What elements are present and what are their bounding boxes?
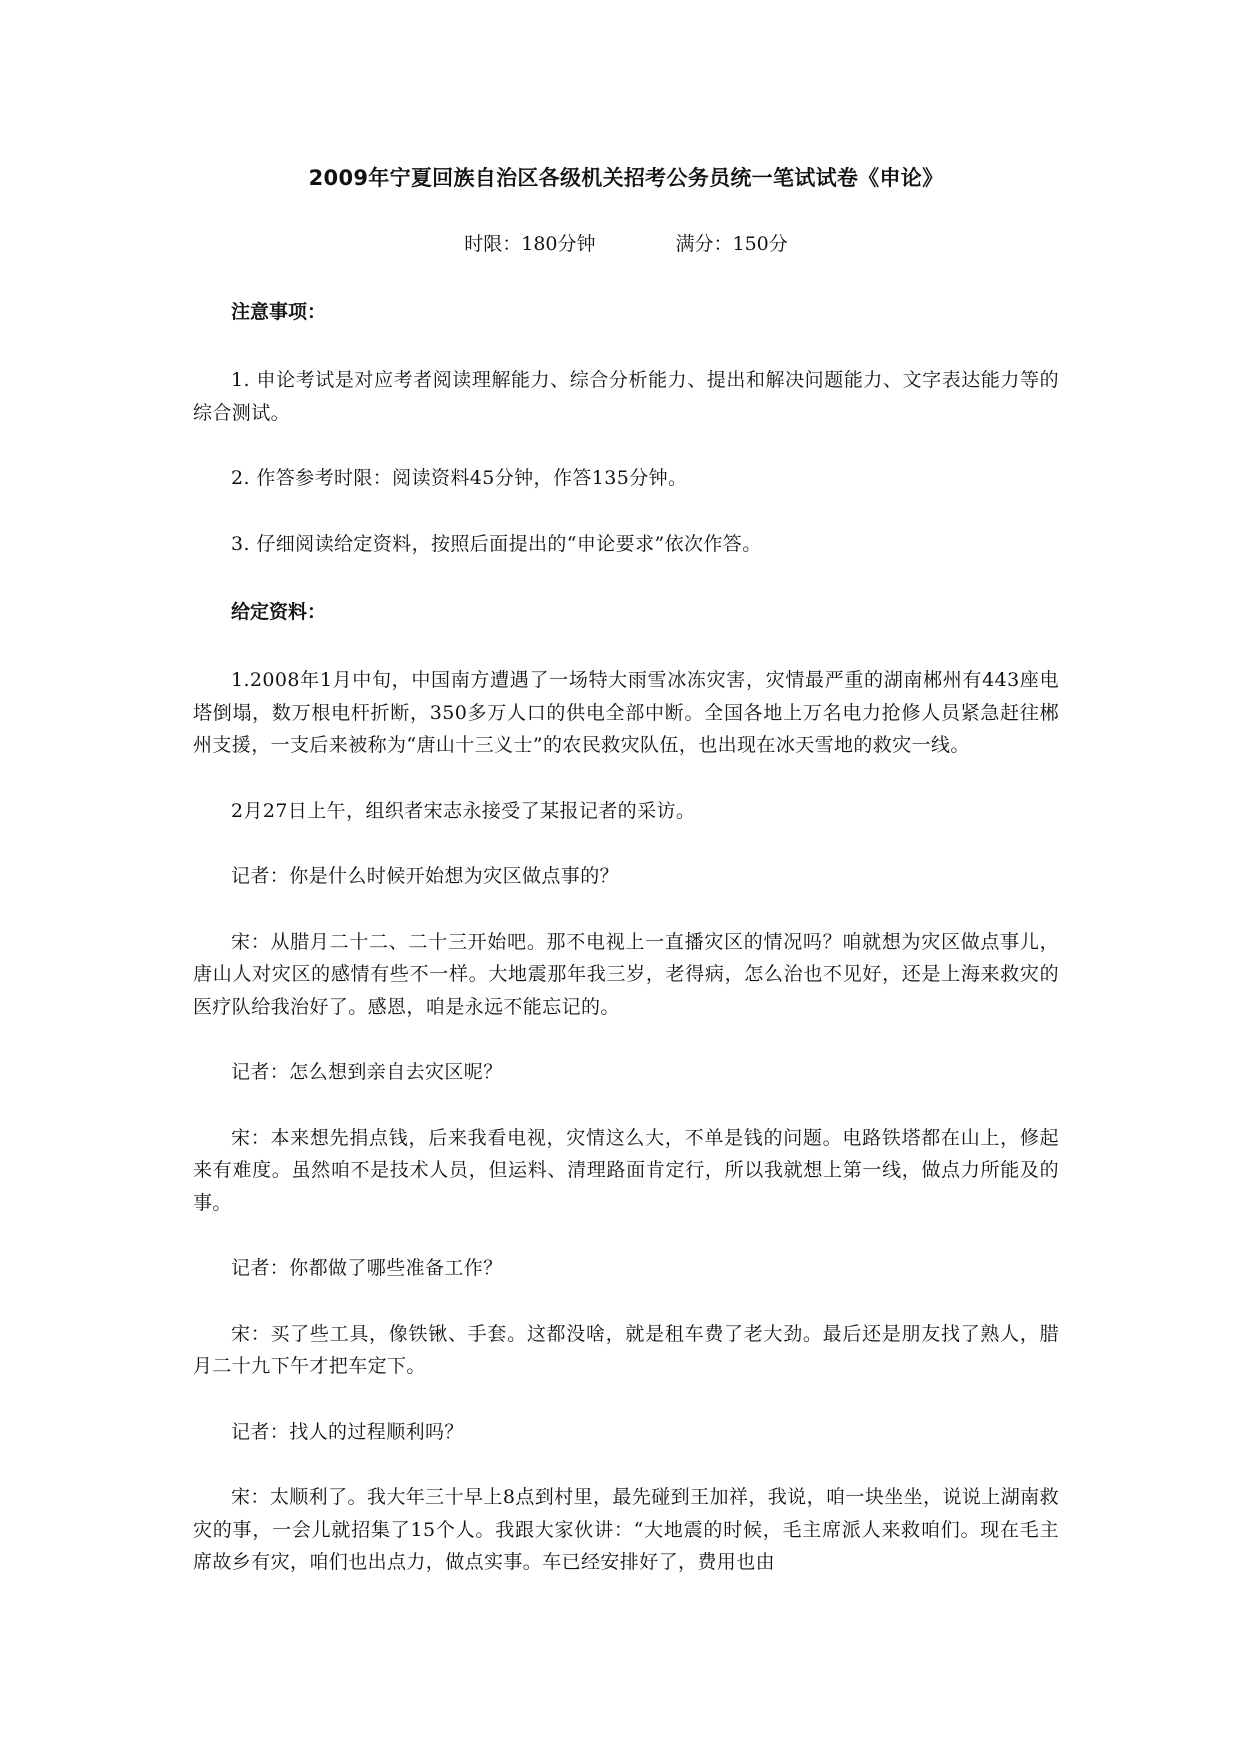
notice-heading: 注意事项： <box>231 301 327 323</box>
interview-answer: 宋：从腊月二十二、二十三开始吧。那不电视上一直播灾区的情况吗？咱就想为灾区做点事儿，唐山人对灾区的感情有些不一样。大地震那年我三岁，老得病，怎么治也不见好，还是上海来救灾的医疗队给我治好了。感恩，咱是永远不能忘记的。 <box>193 930 1059 1018</box>
material-paragraph: 1.2008年1月中旬，中国南方遭遇了一场特大雨雪冰冻灾害，灾情最严重的湖南郴州有443座电塔倒塌，数万根电杆折断，350多万人口的供电全部中断。全国各地上万名电力抢修人员紧急赶往郴州支援，一支后来被称为“唐山十三义士”的农民救灾队伍，也出现在冰天雪地的救灾一线。 <box>193 669 1059 756</box>
interview-answer: 宋：太顺利了。我大年三十早上8点到村里，最先碰到王加祥，我说，咱一块坐坐，说说上湖南救灾的事，一会儿就招集了15个人。我跟大家伙讲：“大地震的时候，毛主席派人来救咱们。现在毛主席故乡有灾，咱们也出点力，做点实事。车已经安排好了，费用也由 <box>193 1486 1059 1573</box>
notice-item: 1. 申论考试是对应考者阅读理解能力、综合分析能力、提出和解决问题能力、文字表达能力等的综合测试。 <box>193 369 1059 424</box>
document-title: 2009年宁夏回族自治区各级机关招考公务员统一笔试试卷《申论》 <box>308 166 944 190</box>
interview-question: 记者：怎么想到亲自去灾区呢？ <box>231 1061 503 1083</box>
interview-answer: 宋：买了些工具，像铁锹、手套。这都没啥，就是租车费了老大劲。最后还是朋友找了熟人，腊月二十九下午才把车定下。 <box>193 1322 1059 1377</box>
interview-answer: 宋：本来想先捐点钱，后来我看电视，灾情这么大，不单是钱的问题。电路铁塔都在山上，修起来有难度。虽然咱不是技术人员，但运料、清理路面肯定行，所以我就想上第一线，做点力所能及的事。 <box>193 1126 1059 1214</box>
material-paragraph: 2月27日上午，组织者宋志永接受了某报记者的采访。 <box>231 799 696 822</box>
document-body <box>193 162 1059 1579</box>
full-score: 满分：150分 <box>675 233 788 255</box>
exam-meta <box>193 228 1059 260</box>
notice-item: 3. 仔细阅读给定资料，按照后面提出的“申论要求”依次作答。 <box>231 532 762 555</box>
interview-question: 记者：找人的过程顺利吗？ <box>231 1420 464 1443</box>
materials-heading: 给定资料： <box>231 601 327 623</box>
time-limit: 时限：180分钟 <box>464 233 596 255</box>
interview-question: 记者：你都做了哪些准备工作？ <box>231 1257 503 1279</box>
notice-item: 2. 作答参考时限：阅读资料45分钟，作答135分钟。 <box>231 467 688 489</box>
interview-question: 记者：你是什么时候开始想为灾区做点事的？ <box>231 865 620 887</box>
